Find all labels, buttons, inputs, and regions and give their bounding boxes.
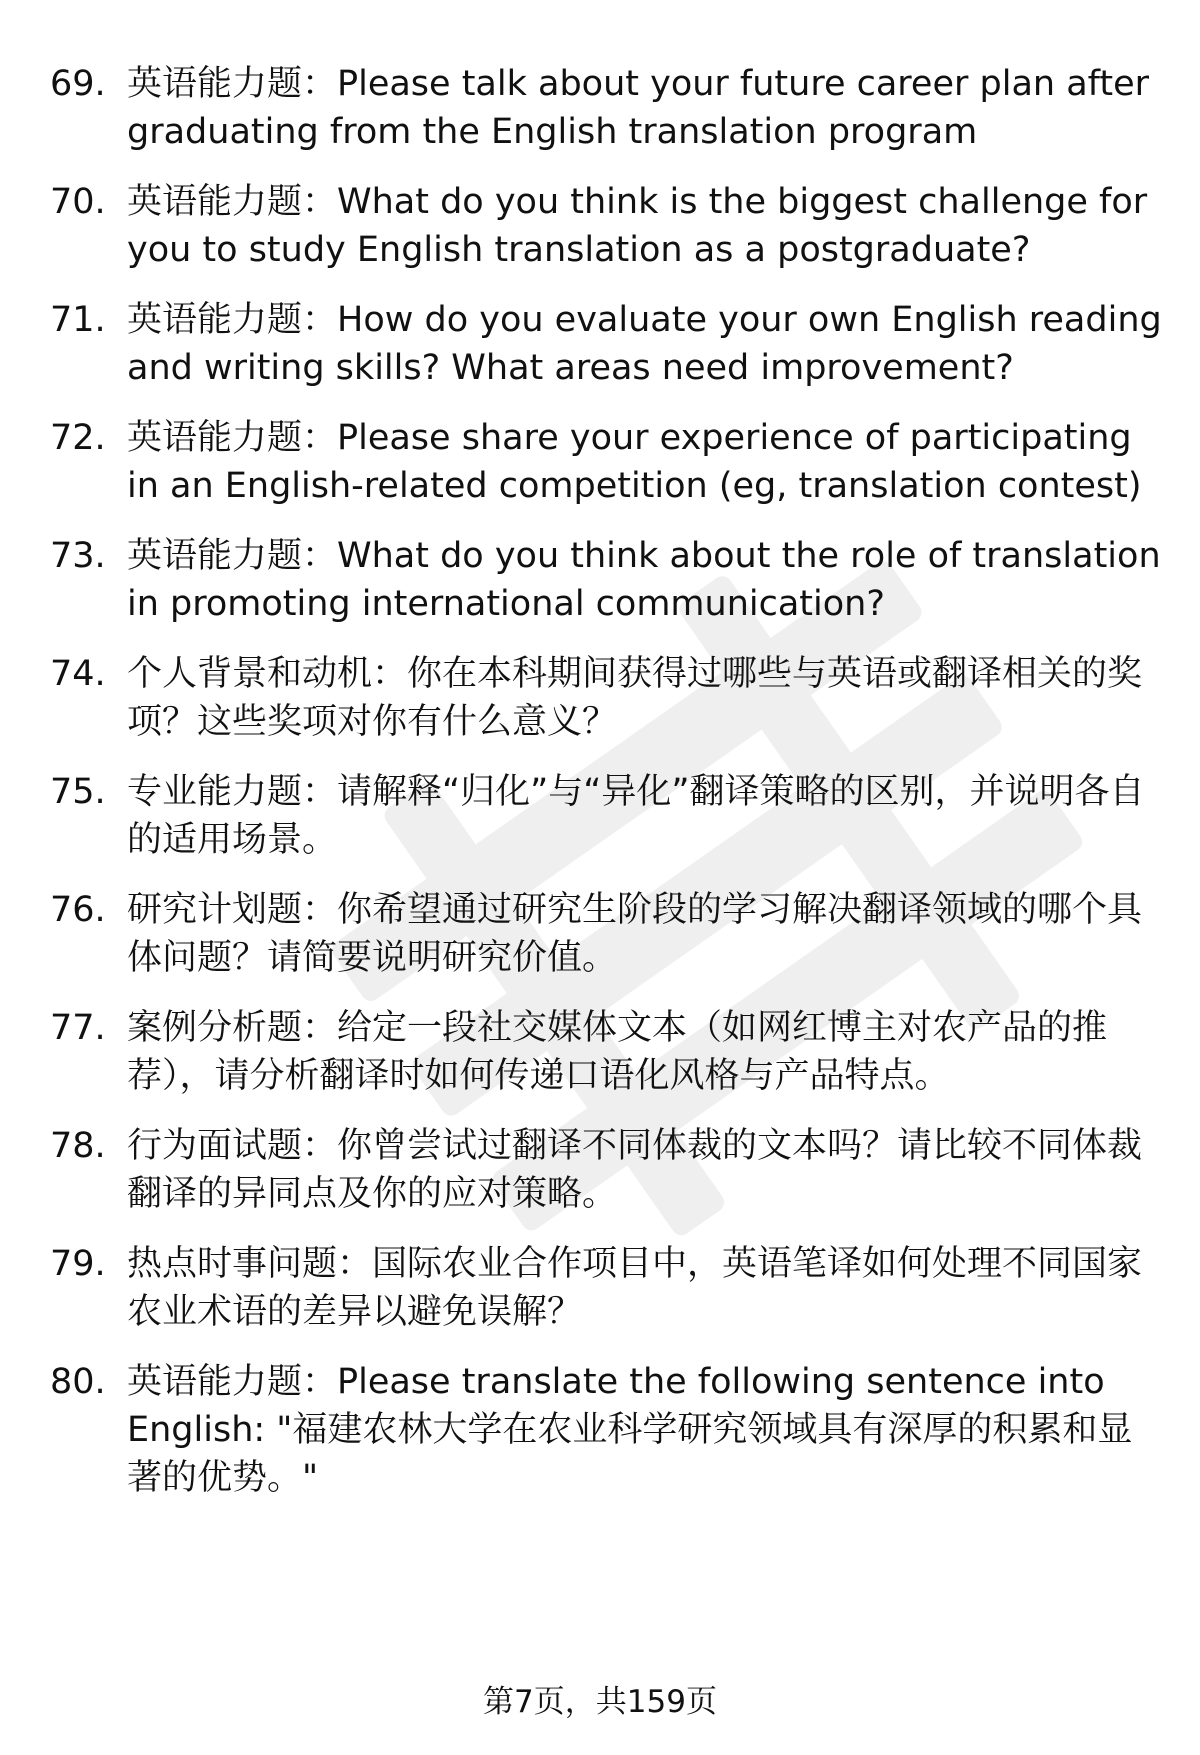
question-text: 英语能力题：Please translate the following sentence into English: "福建农林大学在农业科学研究领域具有深厚的积累和显著的优势。" xyxy=(127,1362,1133,1498)
question-item xyxy=(0,1240,1200,1336)
question-number: 75. xyxy=(50,772,106,812)
question-number: 73. xyxy=(50,536,106,576)
question-text: 英语能力题：What do you think is the biggest challenge for you to study English translation as a postgraduate? xyxy=(127,182,1148,270)
question-text: 个人背景和动机：你在本科期间获得过哪些与英语或翻译相关的奖项？这些奖项对你有什么意义？ xyxy=(127,654,1143,742)
question-text: 热点时事问题：国际农业合作项目中，英语笔译如何处理不同国家农业术语的差异以避免误解？ xyxy=(127,1244,1143,1332)
question-item xyxy=(0,1122,1200,1218)
question-item xyxy=(0,60,1200,156)
question-item xyxy=(0,1004,1200,1100)
question-item xyxy=(0,296,1200,392)
question-item xyxy=(0,414,1200,510)
question-number: 80. xyxy=(50,1362,106,1402)
question-number: 74. xyxy=(50,654,106,694)
question-number: 76. xyxy=(50,890,106,930)
question-number: 70. xyxy=(50,182,106,222)
question-list xyxy=(0,60,1200,1524)
question-text: 专业能力题：请解释“归化”与“异化”翻译策略的区别，并说明各自的适用场景。 xyxy=(127,772,1145,860)
question-text: 英语能力题：Please talk about your future career plan after graduating from the English translation program xyxy=(127,64,1150,152)
question-item xyxy=(0,886,1200,982)
question-item xyxy=(0,650,1200,746)
question-item xyxy=(0,768,1200,864)
question-text: 英语能力题：Please share your experience of participating in an English-related competition (eg, translation contest) xyxy=(127,418,1142,506)
question-item xyxy=(0,178,1200,274)
question-item xyxy=(0,532,1200,628)
question-text: 英语能力题：What do you think about the role of translation in promoting international communication? xyxy=(127,536,1161,624)
question-text: 案例分析题：给定一段社交媒体文本（如网红博主对农产品的推荐），请分析翻译时如何传递口语化风格与产品特点。 xyxy=(127,1008,1108,1096)
question-number: 71. xyxy=(50,300,106,340)
question-text: 行为面试题：你曾尝试过翻译不同体裁的文本吗？请比较不同体裁翻译的异同点及你的应对策略。 xyxy=(127,1126,1143,1214)
question-number: 79. xyxy=(50,1244,106,1284)
question-number: 77. xyxy=(50,1008,106,1048)
question-number: 72. xyxy=(50,418,106,458)
question-number: 69. xyxy=(50,64,106,104)
question-item xyxy=(0,1358,1200,1502)
question-text: 英语能力题：How do you evaluate your own English reading and writing skills? What areas need improvement? xyxy=(127,300,1162,388)
question-number: 78. xyxy=(50,1126,106,1166)
question-text: 研究计划题：你希望通过研究生阶段的学习解决翻译领域的哪个具体问题？请简要说明研究价值。 xyxy=(127,890,1143,978)
page-number: 第7页，共159页 xyxy=(483,1684,717,1720)
